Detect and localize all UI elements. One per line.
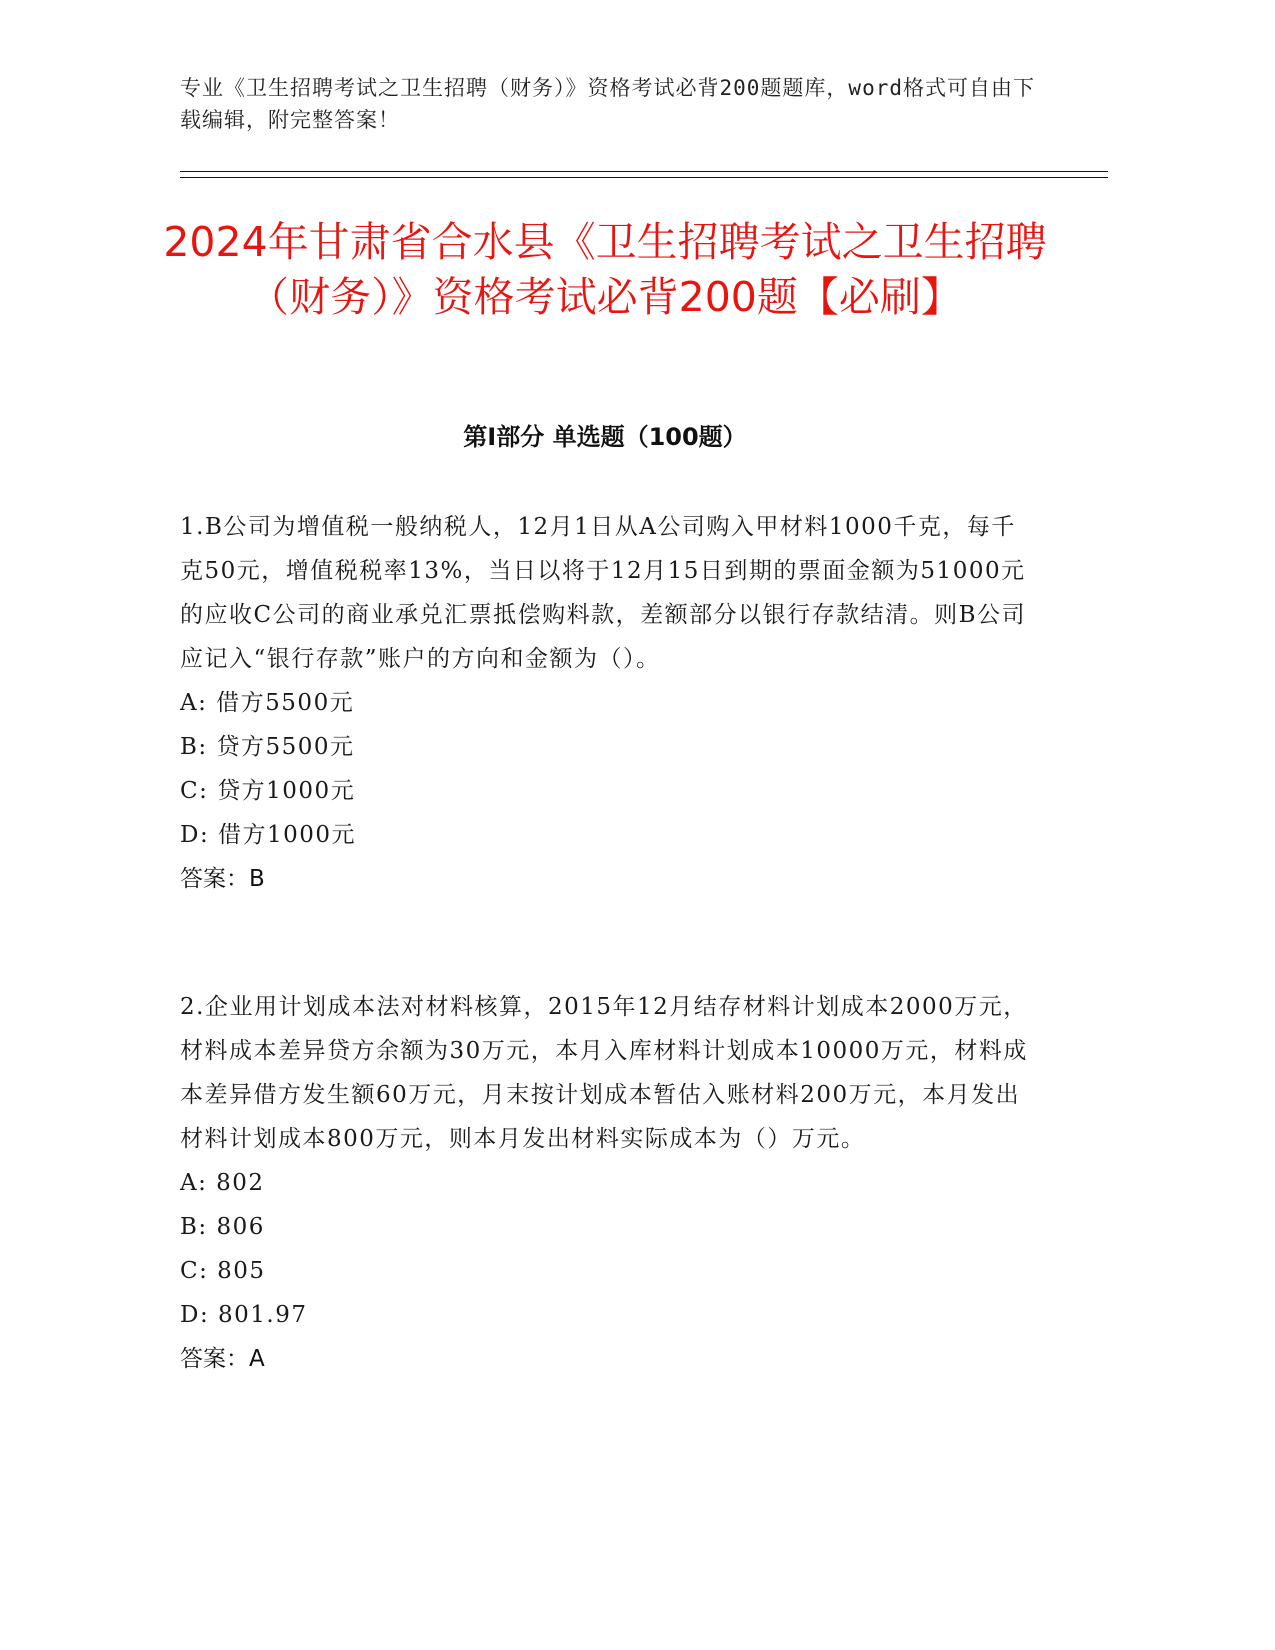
question-1 (180, 505, 1040, 901)
option-a: A: 借方5500元 (180, 690, 355, 716)
option-b: B: 贷方5500元 (180, 734, 355, 760)
answer: 答案：B (180, 866, 265, 892)
document-title: 2024年甘肃省合水县《卫生招聘考试之卫生招聘（财务）》资格考试必背200题【必刷】 (163, 218, 1047, 321)
header-divider-bottom (180, 177, 1108, 178)
header-note: 专业《卫生招聘考试之卫生招聘（财务）》资格考试必背200题题库，word格式可自由下载编辑，附完整答案！ (180, 76, 1035, 132)
option-d: D: 801.97 (180, 1302, 308, 1328)
question-stem: 2.企业用计划成本法对材料核算，2015年12月结存材料计划成本2000万元，材料成本差异贷方余额为30万元，本月入库材料计划成本10000万元，材料成本差异借方发生额60万元，月末按计划成本暂估入账材料200万元，本月发出材料计划成本800万元，则本月发出材料实际成本为（）万元。 (180, 994, 1028, 1152)
option-d: D: 借方1000元 (180, 822, 357, 848)
option-a: A: 802 (180, 1170, 265, 1196)
option-b: B: 806 (180, 1214, 265, 1240)
section-title: 第I部分 单选题（100题） (463, 423, 747, 451)
header-divider-top (180, 171, 1108, 172)
answer: 答案：A (180, 1346, 265, 1372)
option-c: C: 贷方1000元 (180, 778, 356, 804)
option-c: C: 805 (180, 1258, 266, 1284)
question-stem: 1.B公司为增值税一般纳税人，12月1日从A公司购入甲材料1000千克，每千克50元，增值税税率13%，当日以将于12月15日到期的票面金额为51000元的应收C公司的商业承兑汇票抵偿购料款，差额部分以银行存款结清。则B公司应记入“银行存款”账户的方向和金额为（）。 (180, 514, 1026, 672)
question-2 (180, 985, 1040, 1381)
